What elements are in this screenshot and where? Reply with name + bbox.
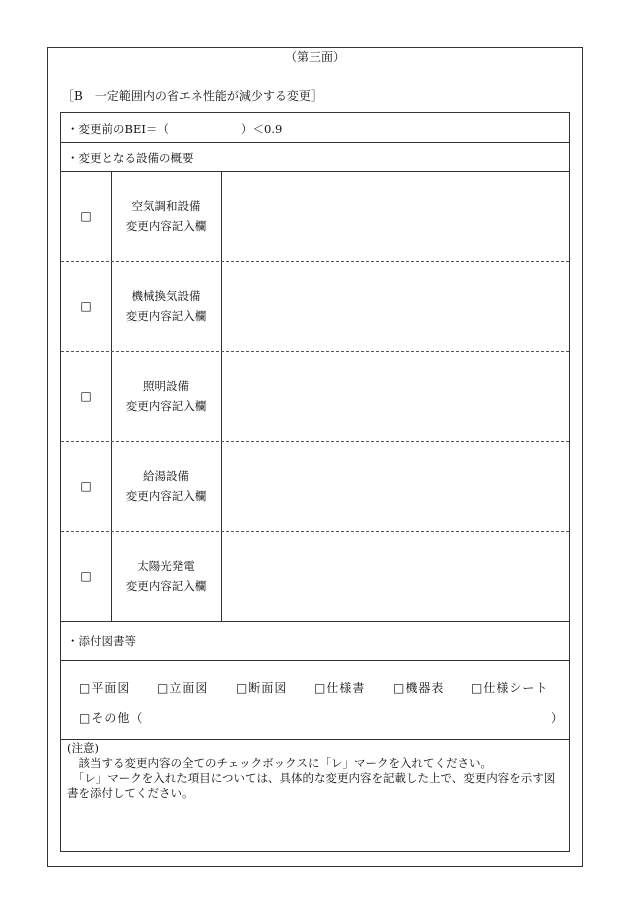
overview-label: ・変更となる設備の概要 (67, 151, 194, 165)
column-divider (221, 171, 222, 621)
attachments-label: ・添付図書等 (67, 634, 136, 648)
bei-prefix: ・変更前のBEI＝（ (67, 122, 169, 136)
notes-line: 書を添付してください。 (67, 786, 194, 800)
equipment-label: 空気調和設備 変更内容記入欄 (125, 199, 207, 233)
notes (67, 741, 567, 801)
page-label: （第三面） (284, 50, 345, 64)
row-divider (61, 351, 569, 352)
form-table (60, 112, 570, 852)
divider (61, 621, 569, 622)
equipment-label: 機械換気設備 変更内容記入欄 (125, 289, 207, 323)
other-close-paren: ） (551, 711, 565, 725)
divider (61, 739, 569, 740)
bei-suffix: ）＜0.9 (241, 122, 283, 136)
other-checkbox[interactable]: □その他（ (79, 711, 144, 725)
notes-line: 「レ」マークを入れた項目については、具体的な変更内容を記載した上で、変更内容を示す図 (67, 771, 556, 785)
solar-checkbox[interactable]: □ (80, 569, 92, 583)
equipment-label: 太陽光発電 変更内容記入欄 (125, 559, 207, 593)
elevation-checkbox[interactable]: □立面図 (157, 681, 209, 695)
spec-sheet-checkbox[interactable]: □仕様シート (471, 681, 549, 695)
row-divider (61, 261, 569, 262)
section-title: ［B 一定範囲内の省エネ性能が減少する変更］ (62, 89, 323, 103)
equipment-list-checkbox[interactable]: □機器表 (393, 681, 445, 695)
row-divider (61, 531, 569, 532)
hot-water-checkbox[interactable]: □ (80, 479, 92, 493)
divider (61, 171, 569, 172)
section-checkbox[interactable]: □断面図 (236, 681, 288, 695)
floor-plan-checkbox[interactable]: □平面図 (79, 681, 131, 695)
specification-checkbox[interactable]: □仕様書 (314, 681, 366, 695)
divider (61, 142, 569, 143)
air-conditioning-checkbox[interactable]: □ (80, 209, 92, 223)
equipment-label: 給湯設備 変更内容記入欄 (125, 469, 207, 503)
notes-line: 該当する変更内容の全てのチェックボックスに「レ」マークを入れてください。 (67, 756, 493, 770)
divider (61, 660, 569, 661)
row-divider (61, 441, 569, 442)
notes-heading: (注意) (67, 741, 99, 755)
equipment-label: 照明設備 変更内容記入欄 (125, 379, 207, 413)
ventilation-checkbox[interactable]: □ (80, 299, 92, 313)
lighting-checkbox[interactable]: □ (80, 389, 92, 403)
